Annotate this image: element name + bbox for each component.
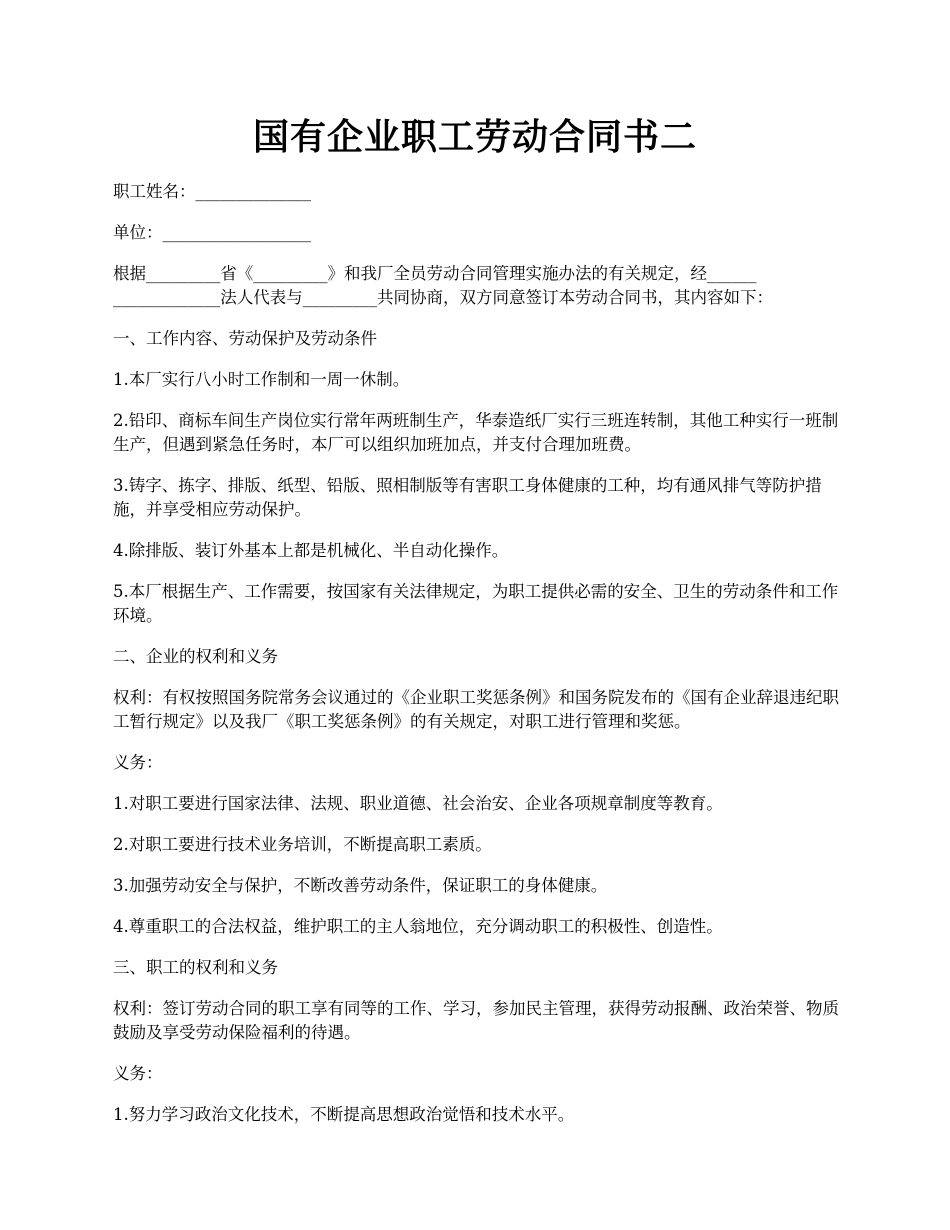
clause-paragraph: 2.铅印、商标车间生产岗位实行常年两班制生产，华泰造纸厂实行三班连转制，其他工种实行一班制生产，但遇到紧急任务时，本厂可以组织加班加点，并支付合理加班费。 [113,411,839,454]
rights-paragraph: 权利：有权按照国务院常务会议通过的《企业职工奖惩条例》和国务院发布的《国有企业辞退违纪职工暂行规定》以及我厂《职工奖惩条例》的有关规定，对职工进行管理和奖惩。 [113,688,839,731]
clause-paragraph: 1.对职工要进行国家法律、法规、职业道德、社会治安、企业各项规章制度等教育。 [113,794,723,813]
section-heading-1: 一、工作内容、劳动保护及劳动条件 [113,329,377,348]
clause-paragraph: 4.尊重职工的合法权益，维护职工的主人翁地位，充分调动职工的积极性、创造性。 [113,917,723,936]
clause-paragraph: 4.除排版、装订外基本上都是机械化、半自动化操作。 [113,541,509,560]
section-heading-2: 二、企业的权利和义务 [113,647,278,666]
clause-paragraph: 5.本厂根据生产、工作需要，按国家有关法律规定，为职工提供必需的安全、卫生的劳动条件和工作环境。 [113,582,839,625]
duties-label: 义务： [113,753,163,772]
clause-paragraph: 1.努力学习政治文化技术，不断提高思想政治觉悟和技术水平。 [113,1105,575,1124]
clause-paragraph: 3.加强劳动安全与保护，不断改善劳动条件，保证职工的身体健康。 [113,876,608,895]
clause-paragraph: 2.对职工要进行技术业务培训，不断提高职工素质。 [113,835,492,854]
preamble-paragraph: 根据_________省《_________》和我厂全员劳动合同管理实施办法的有关规定，经______ _____________法人代表与_________共同协商，双方同意签订本劳动合同书，其内容如下： [113,264,773,307]
duties-label: 义务： [113,1064,163,1083]
section-heading-3: 三、职工的权利和义务 [113,958,278,977]
rights-paragraph: 权利：签订劳动合同的职工享有同等的工作、学习，参加民主管理，获得劳动报酬、政治荣誉、物质鼓励及享受劳动保险福利的待遇。 [113,999,839,1042]
document-title: 国有企业职工劳动合同书二 [252,116,697,158]
field-employer-unit: 单位：__________________ [113,223,311,242]
field-employee-name: 职工姓名：______________ [113,182,311,201]
clause-paragraph: 3.铸字、拣字、排版、纸型、铅版、照相制版等有害职工身体健康的工种，均有通风排气等防护措施，并享受相应劳动保护。 [113,476,822,519]
document-body [113,180,853,1144]
clause-paragraph: 1.本厂实行八小时工作制和一周一休制。 [113,370,410,389]
